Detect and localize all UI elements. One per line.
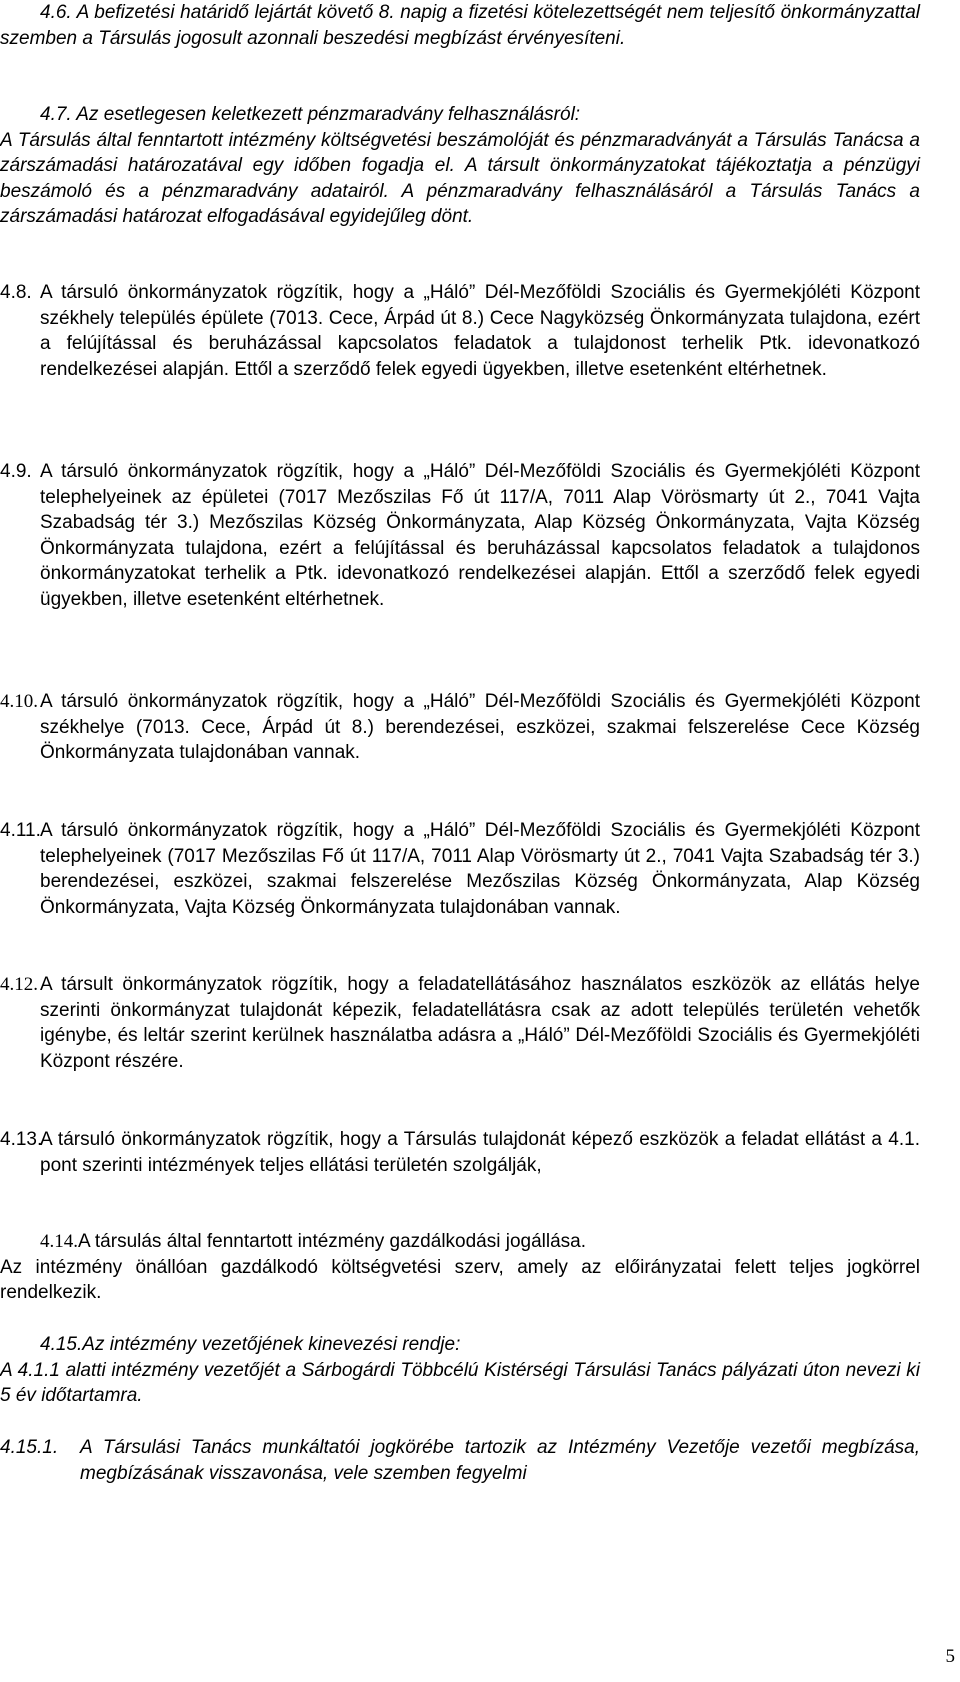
section-number: 4.9. [0, 461, 32, 482]
section-4-9 [0, 459, 920, 612]
section-text: A társuló önkormányzatok rögzítik, hogy a „Háló” Dél-Mezőföldi Szociális és Gyermekjóléti Központ telephelyeinek (7017 Mezőszilas Fő út 117/A, 7011 Alap Vörösmarty út 2., 7041 Vajta Szabadság tér 3.) berendezései, eszközei, szakmai felszerelése Mezőszilas Község Önkormányzata, Alap Község Önkormányzata, Vajta Község Önkormányzata tulajdonában vannak. [40, 820, 920, 918]
section-body: Az intézmény önállóan gazdálkodó költségvetési szerv, amely az előirányzatai felett teljes jogkörrel rendelkezik. [0, 1256, 920, 1303]
section-body: A Társulás által fenntartott intézmény költségvetési beszámolóját és pénzmaradványát a Társulás Tanácsa a zárszámadási határozatával egy időben fogadja el. A társult önkormányzatokat tájékoztatja a pénzügyi beszámoló és a pénzmaradvány adatairól. A pénzmaradvány felhasználásáról a Társulás Tanács a zárszámadási határozat elfogadásával egyidejűleg dönt. [0, 129, 920, 227]
section-number: 4.15.1. [0, 1437, 59, 1458]
section-number: 4.15. [40, 1334, 83, 1355]
section-text: A Társulási Tanács munkáltatói jogkörébe tartozik az Intézmény Vezetője vezetői megbízása, megbízásának visszavonása, vele szemben fegyelmi [80, 1437, 920, 1484]
section-number: 4.12. [0, 974, 38, 995]
section-4-12 [0, 972, 920, 1074]
section-4-15 [0, 1332, 920, 1409]
section-number: 4.10. [0, 691, 38, 712]
section-4-7 [0, 102, 920, 230]
section-number: 4.11. [0, 820, 41, 841]
section-4-15-1 [0, 1435, 920, 1486]
section-text: A társuló önkormányzatok rögzítik, hogy a „Háló” Dél-Mezőföldi Szociális és Gyermekjóléti Központ székhely település épülete (7013. Cece, Árpád út 8.) Cece Nagyközség Önkormányzata tulajdona, ezért a felújítással és beruházással kapcsolatos feladatok a tulajdonost terhelik Ptk. idevonatkozó rendelkezései alapján. Ettől a szerződő felek egyedi ügyekben, illetve esetenként eltérhetnek. [40, 282, 920, 380]
section-number: 4.6. [40, 2, 72, 23]
section-text: A társult önkormányzatok rögzítik, hogy a feladatellátásához használatos eszközök az ellátás helye szerinti önkormányzat tulajdonát képezik, feladatellátásra csak az adott település területén vehetők igénybe, és leltár szerint kerülnek használatba adásra a „Háló” Dél-Mezőföldi Szociális és Gyermekjóléti Központ részére. [40, 974, 920, 1072]
section-number: 4.14. [40, 1231, 78, 1252]
section-4-14 [0, 1229, 920, 1306]
section-4-8 [0, 280, 920, 382]
section-4-11 [0, 818, 920, 920]
section-4-6 [0, 0, 920, 51]
section-number: 4.8. [0, 282, 32, 303]
section-number: 4.7. [40, 104, 72, 125]
section-text: Az intézmény vezetőjének kinevezési rendje: [82, 1334, 461, 1355]
section-4-10 [0, 689, 920, 766]
section-text: A társuló önkormányzatok rögzítik, hogy a „Háló” Dél-Mezőföldi Szociális és Gyermekjóléti Központ telephelyeinek az épületei (7017 Mezőszilas Fő út 117/A, 7011 Alap Vörösmarty út 2., 7041 Vajta Szabadság tér 3.) Mezőszilas Község Önkormányzata, Alap Község Önkormányzata, Vajta Község Önkormányzata tulajdona, ezért a felújítással és beruházással kapcsolatos feladatok a tulajdonos önkormányzatokat terhelik a Ptk. idevonatkozó rendelkezései alapján. Ettől a szerződő felek egyedi ügyekben, illetve esetenként eltérhetnek. [40, 461, 920, 610]
page-number: 5 [945, 1646, 955, 1667]
section-text: A társuló önkormányzatok rögzítik, hogy a Társulás tulajdonát képező eszközök a feladat ellátást a 4.1. pont szerinti intézmények teljes ellátási területén szolgálják, [40, 1129, 920, 1176]
section-text: Az esetlegesen keletkezett pénzmaradvány felhasználásról: [76, 104, 581, 125]
section-text: A társulás által fenntartott intézmény gazdálkodási jogállása. [78, 1231, 587, 1252]
section-number: 4.13. [0, 1129, 43, 1150]
section-body: A 4.1.1 alatti intézmény vezetőjét a Sárbogárdi Többcélú Kistérségi Társulási Tanács pályázati úton nevezi ki 5 év időtartamra. [0, 1359, 920, 1406]
section-text: A társuló önkormányzatok rögzítik, hogy a „Háló” Dél-Mezőföldi Szociális és Gyermekjóléti Központ székhelye (7013. Cece, Árpád út 8.) berendezései, eszközei, szakmai felszerelése Cece Község Önkormányzata tulajdonában vannak. [40, 691, 920, 763]
section-text: A befizetési határidő lejártát követő 8. napig a fizetési kötelezettségét nem teljesítő önkormányzattal szemben a Társulás jogosult azonnali beszedési megbízást érvényesíteni. [0, 2, 921, 49]
section-4-13 [0, 1127, 920, 1178]
